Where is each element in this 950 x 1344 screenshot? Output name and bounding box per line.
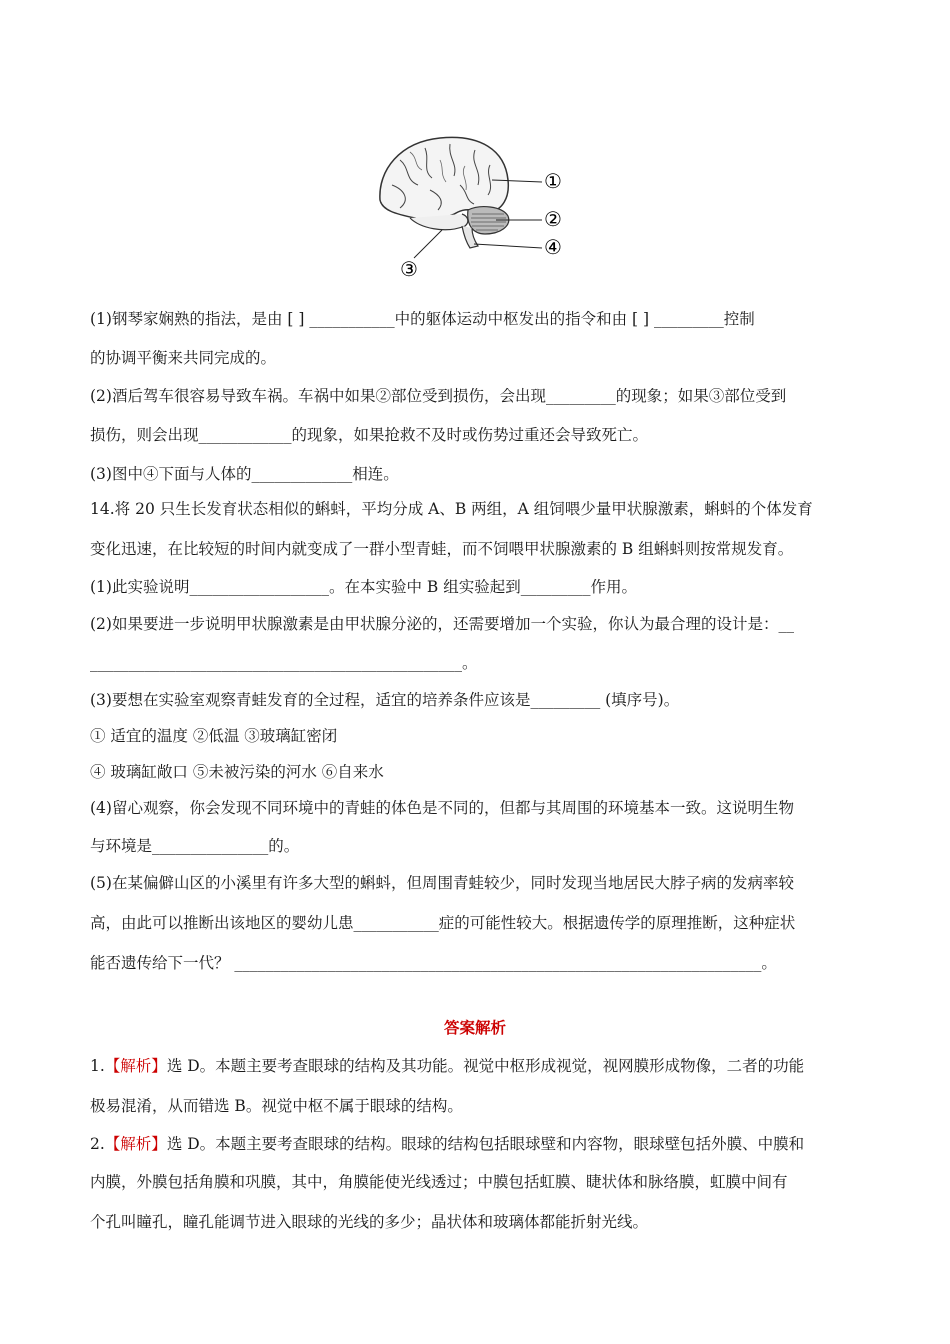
question-14-5-line-1: (5)在某偏僻山区的小溪里有许多大型的蝌蚪，但周围青蛙较少，同时发现当地居民大脖子病的发病率较 bbox=[90, 874, 794, 892]
answer-number: 1. bbox=[90, 1057, 105, 1075]
question-14-stem-line-2: 变化迅速，在比较短的时间内就变成了一群小型青蛙，而不饲喂甲状腺激素的 B 组蝌蚪则按常规发育。 bbox=[90, 540, 794, 558]
answer-1-line-1 bbox=[90, 1056, 860, 1076]
answer-2-line-3: 个孔叫瞳孔，瞳孔能调节进入眼球的光线的多少；晶状体和玻璃体都能折射光线。 bbox=[90, 1213, 649, 1231]
label-2: ② bbox=[544, 207, 562, 231]
answer-number: 2. bbox=[90, 1135, 105, 1153]
question-14-2-line-2: ________________________________________________。 bbox=[90, 654, 478, 672]
answer-section-title: 答案解析 bbox=[443, 1018, 506, 1037]
brain-diagram bbox=[370, 130, 580, 280]
label-3: ③ bbox=[400, 257, 418, 280]
answer-1-line-2: 极易混淆，从而错选 B。视觉中枢不属于眼球的结构。 bbox=[90, 1097, 463, 1115]
question-14-4-line-2: 与环境是_______________的。 bbox=[90, 837, 300, 855]
question-14-5-line-2: 高，由此可以推断出该地区的婴幼儿患___________症的可能性较大。根据遗传学的原理推断，这种症状 bbox=[90, 914, 796, 932]
analysis-tag: 【解析】 bbox=[104, 1057, 167, 1075]
question-14-5-line-3: 能否遗传给下一代？ ____________________________________________________________________。 bbox=[90, 954, 777, 972]
question-14-3-options-1: ① 适宜的温度 ②低温 ③玻璃缸密闭 bbox=[90, 727, 338, 745]
analysis-tag: 【解析】 bbox=[104, 1135, 167, 1153]
answer-text: 选 D。本题主要考查眼球的结构及其功能。视觉中枢形成视觉，视网膜形成物像，二者的功能 bbox=[166, 1057, 805, 1075]
question-14-2-line-1: (2)如果要进一步说明甲状腺激素是由甲状腺分泌的，还需要增加一个实验，你认为最合理的设计是：__ bbox=[90, 615, 794, 633]
question-13-1-line-2: 的协调平衡来共同完成的。 bbox=[90, 349, 277, 367]
answer-2-line-2: 内膜，外膜包括角膜和巩膜，其中，角膜能使光线透过；中膜包括虹膜、睫状体和脉络膜，虹膜中间有 bbox=[90, 1173, 788, 1191]
label-4: ④ bbox=[544, 235, 562, 259]
question-14-3-options-2: ④ 玻璃缸敞口 ⑤未被污染的河水 ⑥自来水 bbox=[90, 763, 384, 781]
question-13-1-line-1: (1)钢琴家娴熟的指法，是由 [ ] ___________中的躯体运动中枢发出的指令和由 [ ] _________控制 bbox=[90, 310, 755, 328]
question-14-1: (1)此实验说明__________________。在本实验中 B 组实验起到_________作用。 bbox=[90, 578, 637, 596]
question-13-2-line-1: (2)酒后驾车很容易导致车祸。车祸中如果②部位受到损伤，会出现_________的现象；如果③部位受到 bbox=[90, 387, 787, 405]
answer-text: 选 D。本题主要考查眼球的结构。眼球的结构包括眼球壁和内容物，眼球壁包括外膜、中膜和 bbox=[166, 1135, 805, 1153]
answer-2-line-1 bbox=[90, 1134, 860, 1154]
question-14-3: (3)要想在实验室观察青蛙发育的全过程，适宜的培养条件应该是_________ (填序号)。 bbox=[90, 691, 680, 709]
label-1: ① bbox=[544, 169, 562, 193]
question-14-stem-line-1: 14.将 20 只生长发育状态相似的蝌蚪，平均分成 A、B 两组，A 组饲喂少量甲状腺激素，蝌蚪的个体发育 bbox=[90, 500, 813, 518]
brain-illustration bbox=[380, 137, 542, 258]
question-14-4-line-1: (4)留心观察，你会发现不同环境中的青蛙的体色是不同的，但都与其周围的环境基本一致。这说明生物 bbox=[90, 799, 794, 817]
question-13-2-line-2: 损伤，则会出现____________的现象，如果抢救不及时或伤势过重还会导致死亡。 bbox=[90, 426, 649, 444]
question-13-3: (3)图中④下面与人体的_____________相连。 bbox=[90, 465, 399, 483]
